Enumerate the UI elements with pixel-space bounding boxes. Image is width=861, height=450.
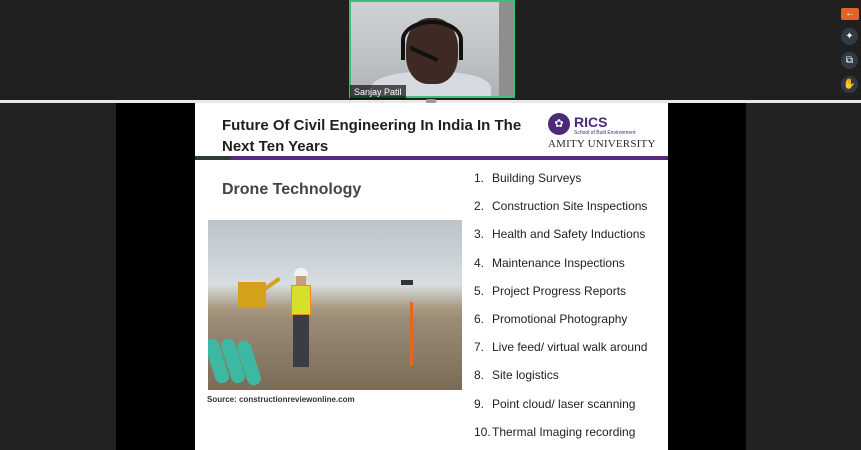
headset-icon — [401, 20, 463, 60]
list-number: 10. — [474, 424, 491, 439]
list-number: 3. — [474, 227, 485, 242]
list-number: 9. — [474, 396, 485, 411]
drone-icon — [401, 280, 413, 285]
excavator-shape — [238, 282, 266, 308]
title-rule-accent — [195, 156, 231, 160]
list-text: Live feed/ virtual walk around — [492, 340, 648, 355]
list-item — [474, 284, 647, 312]
slide-title: Future Of Civil Engineering In India In The Next Ten Years — [222, 117, 522, 155]
list-text: Promotional Photography — [492, 311, 628, 326]
list-text: Project Progress Reports — [492, 283, 627, 298]
worker-pants — [293, 315, 309, 367]
image-source: Source: constructionreviewonline.com — [207, 395, 355, 404]
list-number: 1. — [474, 171, 485, 185]
list-item — [474, 397, 647, 425]
list-item — [474, 340, 647, 368]
worker-figure — [290, 268, 312, 374]
side-toolbar — [838, 4, 861, 100]
list-number: 8. — [474, 368, 485, 383]
list-item — [474, 199, 647, 227]
list-item — [474, 171, 647, 199]
list-item — [474, 368, 647, 396]
logo-subtitle: School of Built Environment — [574, 130, 636, 136]
list-number: 2. — [474, 199, 485, 214]
drone-site-photo — [208, 220, 462, 390]
rics-amity-logo — [546, 112, 656, 152]
list-number: 6. — [474, 311, 485, 326]
list-text: Maintenance Inspections — [492, 255, 625, 270]
list-text: Health and Safety Inductions — [492, 227, 646, 242]
list-item — [474, 312, 647, 340]
worker-face — [296, 276, 306, 285]
worker-vest — [291, 285, 311, 315]
list-number: 7. — [474, 340, 485, 355]
pipes-group — [208, 338, 264, 384]
drone-uses-list — [474, 171, 647, 450]
worker-helmet — [294, 268, 308, 276]
list-item — [474, 256, 647, 284]
list-number: 4. — [474, 255, 485, 270]
list-text: Site logistics — [492, 368, 559, 383]
list-text: Building Surveys — [492, 171, 582, 185]
list-text: Construction Site Inspections — [492, 199, 648, 214]
survey-stake — [410, 302, 413, 366]
hand-icon[interactable]: ✋ — [841, 76, 858, 93]
back-arrow-icon[interactable]: ← — [841, 8, 859, 20]
list-item — [474, 425, 647, 450]
logo-rics-text: RICS — [574, 114, 608, 130]
participant-video-tile[interactable] — [349, 0, 515, 98]
presentation-slide — [195, 103, 668, 450]
title-rule — [231, 156, 668, 160]
video-background-wall — [499, 2, 513, 98]
section-heading: Drone Technology — [222, 181, 362, 198]
list-text: Thermal Imaging recording — [492, 424, 636, 439]
list-number: 5. — [474, 283, 485, 298]
list-item — [474, 227, 647, 255]
rics-emblem-icon: ✿ — [548, 113, 570, 135]
copy-icon[interactable]: ⧉ — [841, 52, 858, 69]
list-text: Point cloud/ laser scanning — [492, 396, 636, 411]
participant-name-tag: Sanjay Patil — [350, 85, 406, 99]
pin-icon[interactable]: ✦ — [841, 28, 858, 45]
logo-university: AMITY UNIVERSITY — [548, 138, 656, 150]
